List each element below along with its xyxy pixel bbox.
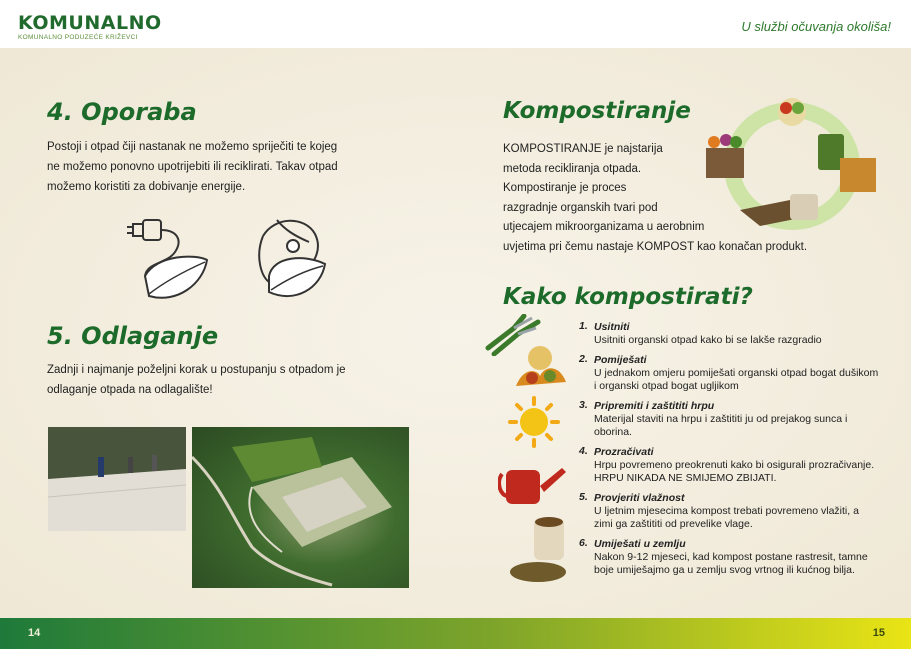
logo: KOMUNALNO [18,12,162,34]
text-line: metoda recikliranja otpada. [503,162,642,175]
sun-icon [506,396,562,448]
text-line: uvjetima pri čemu nastaje KOMPOST kao konačan produkt. [503,240,808,253]
section4-title: 4. Oporaba [47,98,197,126]
plug-leaf-icon [127,214,213,304]
leaf-bulb-icon [255,216,331,304]
step-title: Usitniti [594,321,630,333]
compost-soil-icon [508,512,580,582]
logo-subtitle: KOMUNALNO PODUZEĆE KRIŽEVCI [18,34,138,41]
step-number: 5. [579,490,588,503]
page-number-left: 14 [28,627,41,639]
footer [0,618,911,649]
step-number: 3. [579,398,588,411]
slogan: U službi očuvanja okoliša! [741,19,891,34]
list-item [579,320,879,348]
step-title: Pripremiti i zaštititi hrpu [594,399,715,412]
kako-title: Kako kompostirati? [503,284,753,310]
section4-text [47,137,407,197]
step-number: 6. [579,536,588,549]
kompost-title: Kompostiranje [503,98,691,124]
list-item [579,445,879,486]
text-line: razgradnje organskih tvari pod [503,201,658,214]
step-desc: Materijal staviti na hrpu i zaštititi ju od prejakog sunca i oborina. [594,412,848,438]
list-item [579,353,879,394]
text-line: KOMPOSTIRANJE je najstarija [503,143,663,155]
step-number: 4. [579,444,588,457]
header [0,0,911,48]
text-line: odlaganje otpada na odlagalište! [47,384,213,396]
organic-waste-icon [510,336,570,392]
text-line: ne možemo ponovno upotrijebiti ili reciklirati. Takav otpad [47,161,338,173]
compost-cycle-icon [700,96,884,232]
list-item [579,399,879,440]
step-number: 1. [579,320,588,332]
step-title: Pomiješati [594,353,647,366]
text-line: Postoji i otpad čiji nastanak ne možemo spriječiti te kojeg [47,141,338,153]
step-title: Umiješati u zemlju [594,537,686,550]
landfill-photo-aerial [192,427,409,588]
step-desc: U jednakom omjeru pomiješati organski otpad bogat dušikom i organski otpad bogat ugljikom [594,366,879,392]
section5-title: 5. Odlaganje [47,322,219,350]
step-desc: Nakon 9-12 mjeseci, kad kompost postane rastresit, tamne boje umiješajmo ga u zemlju svog vrtnog ili kućnog bilja. [594,550,868,576]
step-desc: Hrpu povremeno preokrenuti kako bi osigurali prozračivanje. HRPU NIKADA NE SMIJEMO ZBIJATI. [594,458,875,484]
compost-steps-list [579,320,879,583]
page-number-right: 15 [872,627,885,639]
step-desc: U ljetnim mjesecima kompost trebati povremeno vlažiti, a zimi ga zaštititi od prevelike vlage. [594,504,859,530]
watering-can-icon [498,458,568,508]
list-item [579,491,879,532]
text-line: možemo koristiti za dobivanje energije. [47,181,246,193]
text-line: utjecajem mikroorganizama u aerobnim [503,221,705,233]
list-item [579,537,879,578]
section5-text [47,360,417,400]
step-title: Provjeriti vlažnost [594,491,685,504]
text-line: Zadnji i najmanje poželjni korak u postupanju s otpadom je [47,364,346,376]
step-title: Prozračivati [594,445,654,458]
text-line: Kompostiranje je proces [503,182,627,194]
step-desc: Usitniti organski otpad kako bi se lakše razgradio [594,334,822,346]
step-number: 2. [579,352,588,365]
landfill-photo-workers [48,427,186,531]
